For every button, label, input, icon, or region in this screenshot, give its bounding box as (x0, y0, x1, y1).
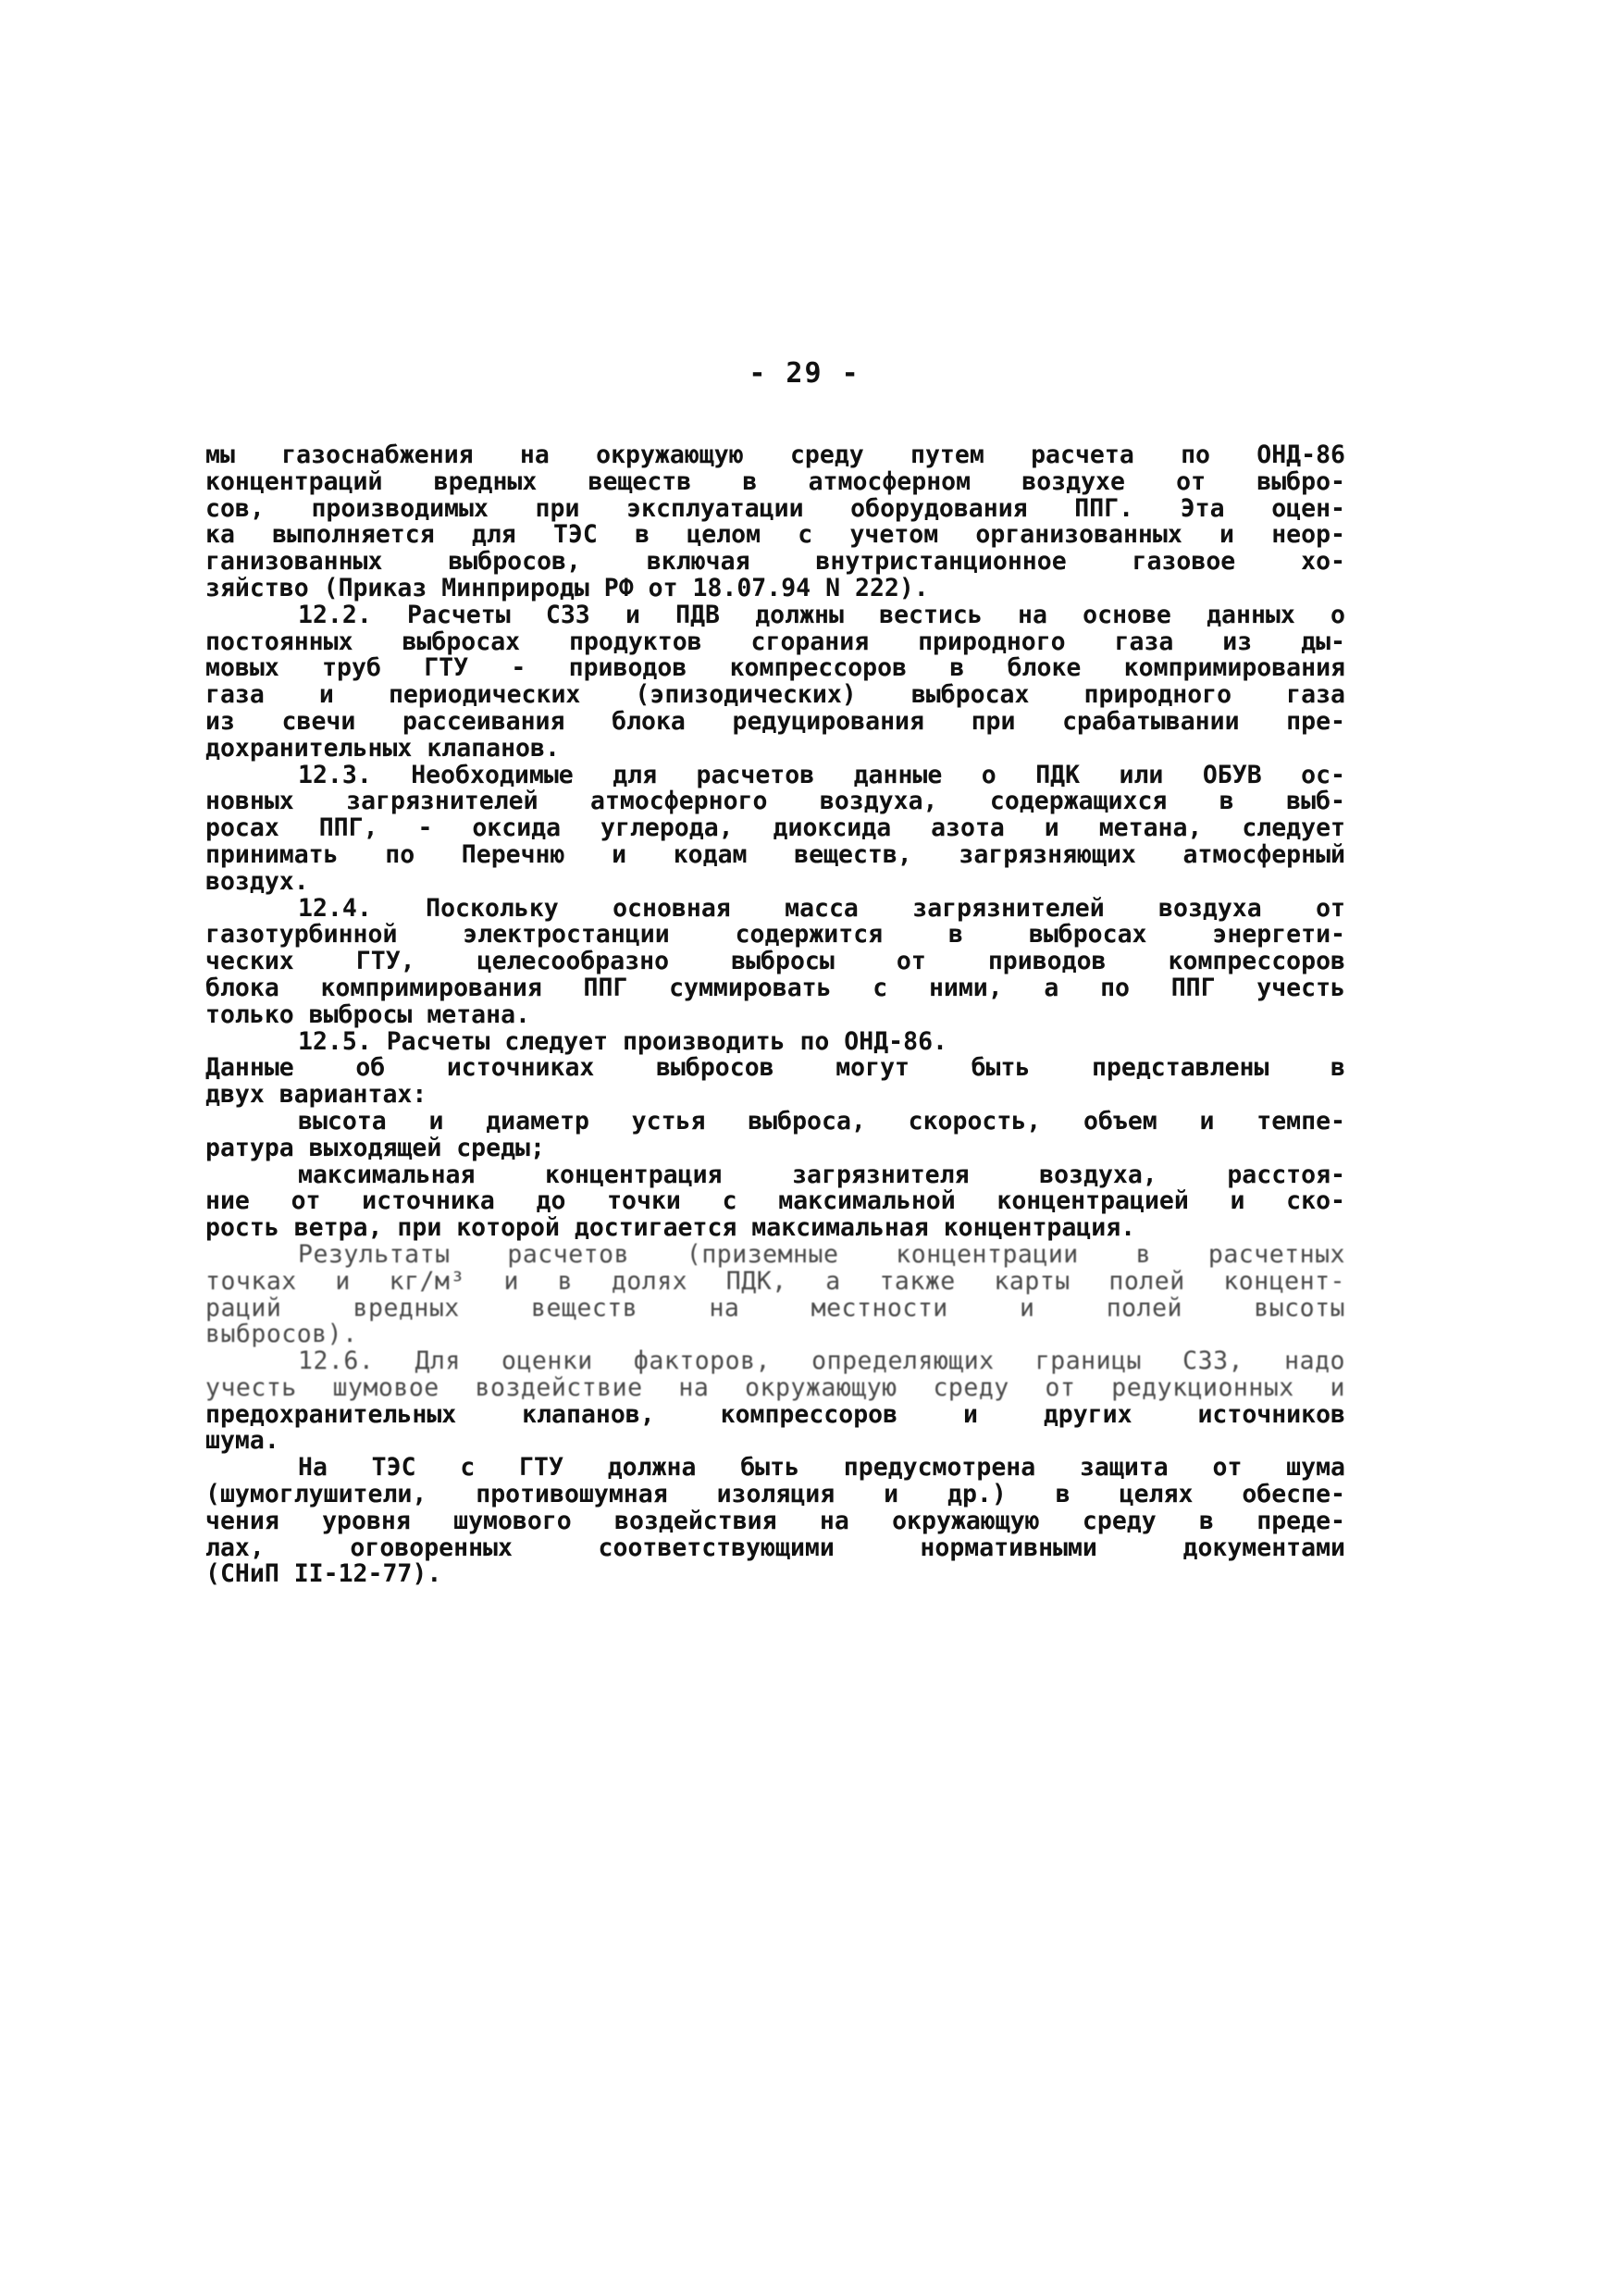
text-line: из свечи рассеивания блока редуцирования при срабатывании пре- (205, 708, 1345, 736)
text-line: дохранительных клапанов. (205, 735, 560, 763)
text-line: 12.4. Поскольку основная масса загрязнителей воздуха от (298, 895, 1345, 923)
text-line: Результаты расчетов (приземные концентрации в расчетных (298, 1241, 1345, 1269)
text-line: предохранительных клапанов, компрессоров и других источников (205, 1401, 1345, 1429)
text-line: ние от источника до точки с максимальной концентрацией и ско- (205, 1188, 1345, 1216)
text-line: рость ветра, при которой достигается максимальная концентрация. (205, 1215, 1136, 1242)
text-line: ганизованных выбросов, включая внутристанционное газовое хо- (205, 549, 1345, 576)
text-line: лах, оговоренных соответствующими нормативными документами (205, 1534, 1345, 1562)
text-line: (СНиП II-12-77). (205, 1561, 442, 1589)
text-line: блока компримирования ППГ суммировать с ними, а по ППГ учесть (205, 974, 1345, 1002)
text-line: максимальная концентрация загрязнителя воздуха, расстоя- (298, 1161, 1345, 1189)
text-line: мовых труб ГТУ - приводов компрессоров в блоке компримирования (205, 655, 1345, 683)
text-line: ка выполняется для ТЭС в целом с учетом организованных и неор- (205, 522, 1345, 550)
text-line: раций вредных веществ на местности и полей высоты (205, 1295, 1345, 1322)
text-line: зяйство (Приказ Минприроды РФ от 18.07.94 N 222). (205, 575, 929, 602)
document-body (205, 442, 1345, 1588)
text-line: чения уровня шумового воздействия на окружающую среду в преде- (205, 1508, 1345, 1535)
text-line: 12.5. Расчеты следует производить по ОНД-86. (298, 1028, 947, 1056)
text-line: мы газоснабжения на окружающую среду путем расчета по ОНД-86 (205, 442, 1345, 469)
text-line: учесть шумовое воздействие на окружающую среду от редукционных и (205, 1374, 1345, 1402)
text-line: газотурбинной электростанции содержится в выбросах энергети- (205, 922, 1345, 949)
text-line: выбросов). (205, 1322, 358, 1349)
text-line: воздух. (205, 868, 309, 896)
text-line: Данные об источниках выбросов могут быть представлены в (205, 1055, 1345, 1083)
text-line: точках и кг/м³ и в долях ПДК, а также карты полей концент- (205, 1268, 1345, 1296)
text-line: 12.6. Для оценки факторов, определяющих границы СЗЗ, надо (298, 1348, 1345, 1375)
text-line: только выбросы метана. (205, 1001, 530, 1029)
text-line: новных загрязнителей атмосферного воздуха, содержащихся в выб- (205, 788, 1345, 816)
text-line: двух вариантах: (205, 1082, 427, 1109)
text-line: ческих ГТУ, целесообразно выбросы от приводов компрессоров (205, 949, 1345, 975)
text-line: газа и периодических (эпизодических) выбросах природного газа (205, 682, 1345, 709)
text-line: (шумоглушители, противошумная изоляция и др.) в целях обеспе- (205, 1482, 1345, 1508)
text-line: 12.2. Расчеты СЗЗ и ПДВ должны вестись на основе данных о (298, 602, 1345, 629)
text-line: росах ППГ, - оксида углерода, диоксида азота и метана, следует (205, 815, 1345, 842)
text-line: сов, производимых при эксплуатации оборудования ППГ. Эта оцен- (205, 495, 1345, 523)
page-number: - 29 - (749, 357, 860, 390)
text-line: ратура выходящей среды; (205, 1135, 545, 1162)
text-line: 12.3. Необходимые для расчетов данные о ПДК или ОБУВ ос- (298, 762, 1345, 789)
text-line: шума. (205, 1428, 279, 1456)
text-line: На ТЭС с ГТУ должна быть предусмотрена защита от шума (298, 1455, 1345, 1483)
text-line: принимать по Перечню и кодам веществ, загрязняющих атмосферный (205, 841, 1345, 869)
text-line: концентраций вредных веществ в атмосферном воздухе от выбро- (205, 468, 1345, 496)
text-line: постоянных выбросах продуктов сгорания природного газа из ды- (205, 628, 1345, 656)
text-line: высота и диаметр устья выброса, скорость, объем и темпе- (298, 1108, 1345, 1136)
